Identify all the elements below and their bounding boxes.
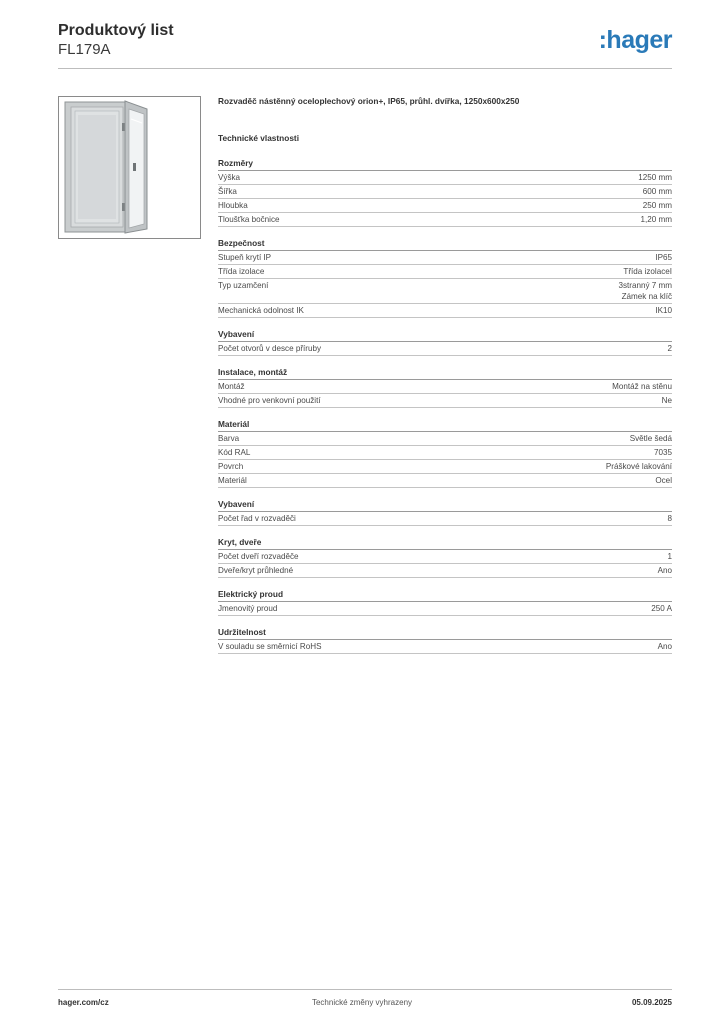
footer-divider bbox=[58, 989, 672, 990]
row-label: Materiál bbox=[218, 476, 247, 485]
row-value: IK10 bbox=[655, 306, 672, 315]
section-title: Materiál bbox=[218, 418, 672, 432]
footer-note: Technické změny vyhrazeny bbox=[311, 998, 413, 1007]
section-safety bbox=[218, 237, 672, 318]
table-row bbox=[218, 640, 672, 654]
row-value: Montáž na stěnu bbox=[612, 382, 672, 391]
product-description: Rozvaděč nástěnný oceloplechový orion+, IP65, průhl. dvířka, 1250x600x250 bbox=[218, 96, 520, 106]
section-equipment-rows bbox=[218, 498, 672, 526]
row-label: Počet dveří rozvaděče bbox=[218, 552, 299, 561]
table-row bbox=[218, 564, 672, 578]
section-doors bbox=[218, 536, 672, 578]
row-value: Ano bbox=[657, 566, 672, 575]
row-label: V souladu se směrnicí RoHS bbox=[218, 642, 322, 651]
table-row bbox=[218, 342, 672, 356]
row-value: 250 A bbox=[651, 604, 672, 613]
row-value: IP65 bbox=[655, 253, 672, 262]
section-title: Elektrický proud bbox=[218, 588, 672, 602]
table-row bbox=[218, 265, 672, 279]
footer-website: hager.com/cz bbox=[58, 998, 109, 1007]
product-code: FL179A bbox=[58, 41, 111, 58]
row-value: Ocel bbox=[655, 476, 672, 485]
table-row bbox=[218, 213, 672, 227]
section-title: Vybavení bbox=[218, 328, 672, 342]
row-value: 2 bbox=[667, 344, 672, 353]
row-value: 1250 mm bbox=[638, 173, 672, 182]
row-value: 1,20 mm bbox=[640, 215, 672, 224]
section-title: Instalace, montáž bbox=[218, 366, 672, 380]
row-label: Dveře/kryt průhledné bbox=[218, 566, 294, 575]
section-title: Vybavení bbox=[218, 498, 672, 512]
table-row bbox=[218, 171, 672, 185]
row-value: Ne bbox=[661, 396, 672, 405]
technical-properties-title: Technické vlastnosti bbox=[218, 133, 299, 143]
row-value: Ano bbox=[657, 642, 672, 651]
row-value: 1 bbox=[667, 552, 672, 561]
table-row bbox=[218, 512, 672, 526]
table-row bbox=[218, 304, 672, 318]
header-divider bbox=[58, 68, 672, 69]
section-equipment bbox=[218, 328, 672, 356]
table-row bbox=[218, 279, 672, 304]
table-row bbox=[218, 460, 672, 474]
row-value: Práškové lakování bbox=[605, 462, 672, 471]
table-row bbox=[218, 394, 672, 408]
product-content bbox=[218, 95, 672, 664]
section-title: Udržitelnost bbox=[218, 626, 672, 640]
document-title: Produktový list bbox=[58, 22, 174, 39]
table-row bbox=[218, 474, 672, 488]
section-title: Rozměry bbox=[218, 157, 672, 171]
section-installation bbox=[218, 366, 672, 408]
row-label: Vhodné pro venkovní použití bbox=[218, 396, 321, 405]
table-row bbox=[218, 199, 672, 213]
row-label: Barva bbox=[218, 434, 240, 443]
row-value: Třída izolaceI bbox=[623, 267, 672, 276]
row-label: Mechanická odolnost IK bbox=[218, 306, 304, 315]
row-value: Světle šedá bbox=[629, 434, 672, 443]
row-label: Povrch bbox=[218, 462, 244, 471]
row-value: 600 mm bbox=[642, 187, 672, 196]
enclosure-illustration bbox=[59, 97, 200, 238]
row-label: Stupeň krytí IP bbox=[218, 253, 272, 262]
section-title: Kryt, dveře bbox=[218, 536, 672, 550]
section-material bbox=[218, 418, 672, 488]
product-image bbox=[58, 96, 201, 239]
table-row bbox=[218, 380, 672, 394]
footer-date: 05.09.2025 bbox=[631, 998, 672, 1007]
row-value: 8 bbox=[667, 514, 672, 523]
section-title: Bezpečnost bbox=[218, 237, 672, 251]
row-label: Výška bbox=[218, 173, 241, 182]
table-row bbox=[218, 602, 672, 616]
section-dimensions bbox=[218, 157, 672, 227]
section-sustainability bbox=[218, 626, 672, 654]
table-row bbox=[218, 251, 672, 265]
row-label: Jmenovitý proud bbox=[218, 604, 278, 613]
row-label: Tloušťka bočnice bbox=[218, 215, 280, 224]
row-label: Montáž bbox=[218, 382, 245, 391]
table-row bbox=[218, 550, 672, 564]
row-value: 250 mm bbox=[642, 201, 672, 210]
table-row bbox=[218, 432, 672, 446]
row-label: Počet otvorů v desce příruby bbox=[218, 344, 322, 353]
table-row bbox=[218, 185, 672, 199]
row-label: Třída izolace bbox=[218, 267, 265, 276]
hager-logo: :hager bbox=[598, 26, 672, 54]
row-label: Kód RAL bbox=[218, 448, 251, 457]
row-value: 7035 bbox=[653, 448, 672, 457]
table-row bbox=[218, 446, 672, 460]
section-electric-current bbox=[218, 588, 672, 616]
row-label: Typ uzamčení bbox=[218, 281, 269, 290]
row-label: Hloubka bbox=[218, 201, 248, 210]
row-label: Šířka bbox=[218, 187, 237, 196]
page-header bbox=[58, 22, 672, 70]
row-value: 3stranný 7 mm Zámek na klíč bbox=[618, 281, 672, 301]
row-label: Počet řad v rozvaděči bbox=[218, 514, 296, 523]
